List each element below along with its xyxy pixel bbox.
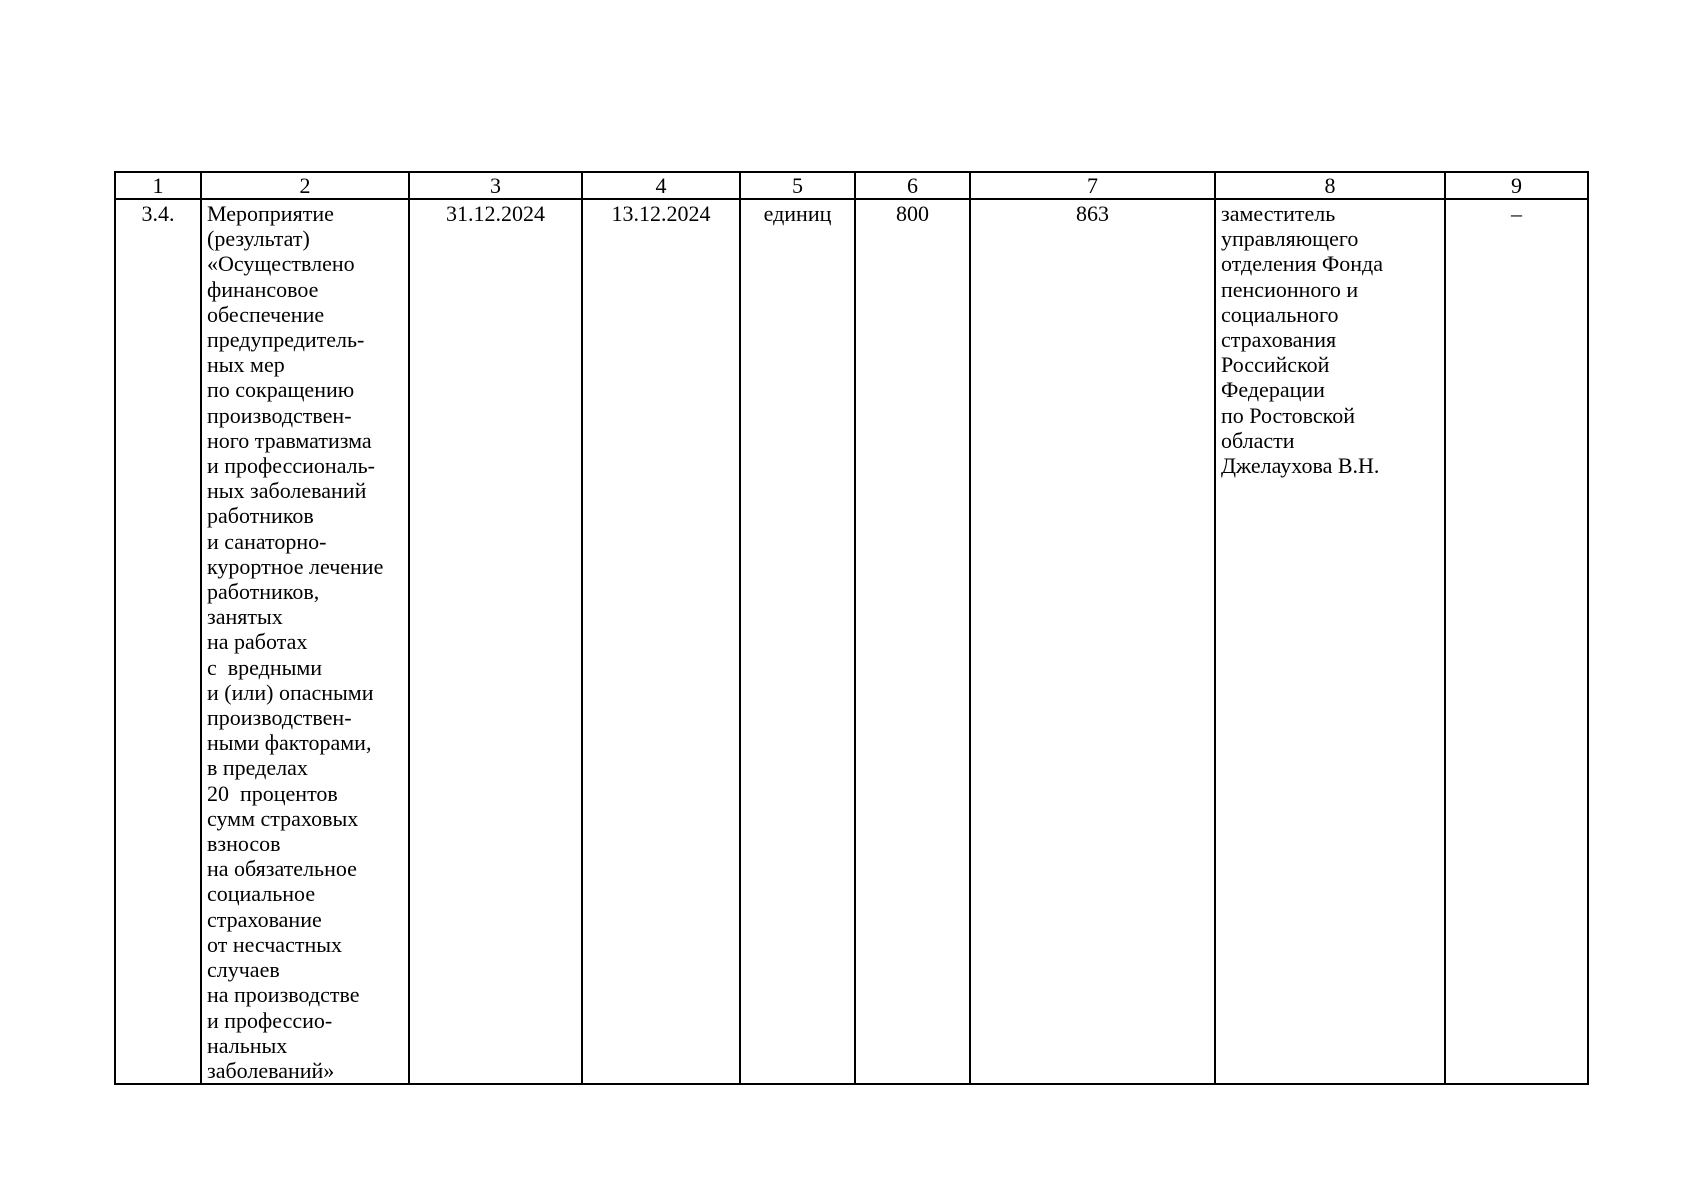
responsible-line: страхования	[1221, 327, 1337, 353]
description-line: предупредитель-	[207, 327, 365, 353]
note: –	[1445, 199, 1588, 1084]
description-line: нальных	[207, 1032, 288, 1058]
description-line: занятых	[207, 604, 283, 630]
actual-date: 13.12.2024	[582, 199, 740, 1084]
report-table	[114, 171, 1589, 1085]
column-number: 9	[1445, 172, 1588, 199]
responsible-line: по Ростовской	[1221, 402, 1355, 428]
activity-description	[201, 199, 409, 1084]
description-line: социальное	[207, 881, 316, 907]
responsible-line: Российской	[1221, 352, 1330, 378]
column-number: 4	[582, 172, 740, 199]
description-line: финансовое	[207, 276, 319, 302]
responsible-line: управляющего	[1221, 226, 1359, 252]
description-line: заболеваний»	[207, 1057, 335, 1083]
planned-date: 31.12.2024	[409, 199, 582, 1084]
description-line: и санаторно-	[207, 528, 327, 554]
description-line: и профессиональ-	[207, 453, 375, 479]
description-line: ных заболеваний	[207, 478, 367, 504]
description-line: 20 процентов	[207, 780, 338, 806]
column-number: 3	[409, 172, 582, 199]
column-number: 2	[201, 172, 409, 199]
responsible-line: Джелаухова В.Н.	[1221, 453, 1380, 479]
unit-of-measure: единиц	[740, 199, 855, 1084]
column-numbers-row	[115, 172, 1588, 199]
row-number: 3.4.	[115, 199, 201, 1084]
responsible-line: пенсионного и	[1221, 276, 1359, 302]
planned-value: 800	[855, 199, 970, 1084]
actual-value: 863	[970, 199, 1215, 1084]
description-line: работников	[207, 503, 314, 529]
description-line: курортное лечение	[207, 553, 384, 579]
description-line: обеспечение	[207, 301, 325, 327]
description-line: от несчастных	[207, 931, 342, 957]
description-line: ными факторами,	[207, 730, 372, 756]
description-line: работников,	[207, 579, 320, 605]
description-line: и (или) опасными	[207, 679, 374, 705]
description-line: (результат)	[207, 226, 310, 252]
description-line: страхование	[207, 906, 322, 932]
column-number: 1	[115, 172, 201, 199]
responsible-line: социального	[1221, 301, 1339, 327]
description-line: взносов	[207, 831, 281, 857]
table-row	[115, 199, 1588, 1084]
description-line: на работах	[207, 629, 308, 655]
description-line: «Осуществлено	[207, 251, 355, 277]
description-line: ного травматизма	[207, 427, 372, 453]
column-number: 6	[855, 172, 970, 199]
responsible-line: области	[1221, 427, 1295, 453]
description-line: сумм страховых	[207, 805, 359, 831]
responsible-line: заместитель	[1221, 201, 1336, 226]
description-line: случаев	[207, 957, 280, 983]
column-number: 5	[740, 172, 855, 199]
column-number: 8	[1215, 172, 1445, 199]
responsible-line: отделения Фонда	[1221, 251, 1384, 277]
description-line: и профессио-	[207, 1007, 333, 1033]
description-line: производствен-	[207, 705, 352, 731]
description-line: на производстве	[207, 982, 360, 1008]
description-line: по сокращению	[207, 377, 355, 403]
description-line: производствен-	[207, 402, 352, 428]
description-line: Мероприятие	[207, 201, 334, 226]
description-line: ных мер	[207, 352, 285, 378]
description-line: с вредными	[207, 654, 323, 680]
description-line: на обязательное	[207, 856, 357, 882]
description-line: в пределах	[207, 755, 308, 781]
responsible-line: Федерации	[1221, 377, 1325, 403]
column-number: 7	[970, 172, 1215, 199]
responsible-person	[1215, 199, 1445, 1084]
